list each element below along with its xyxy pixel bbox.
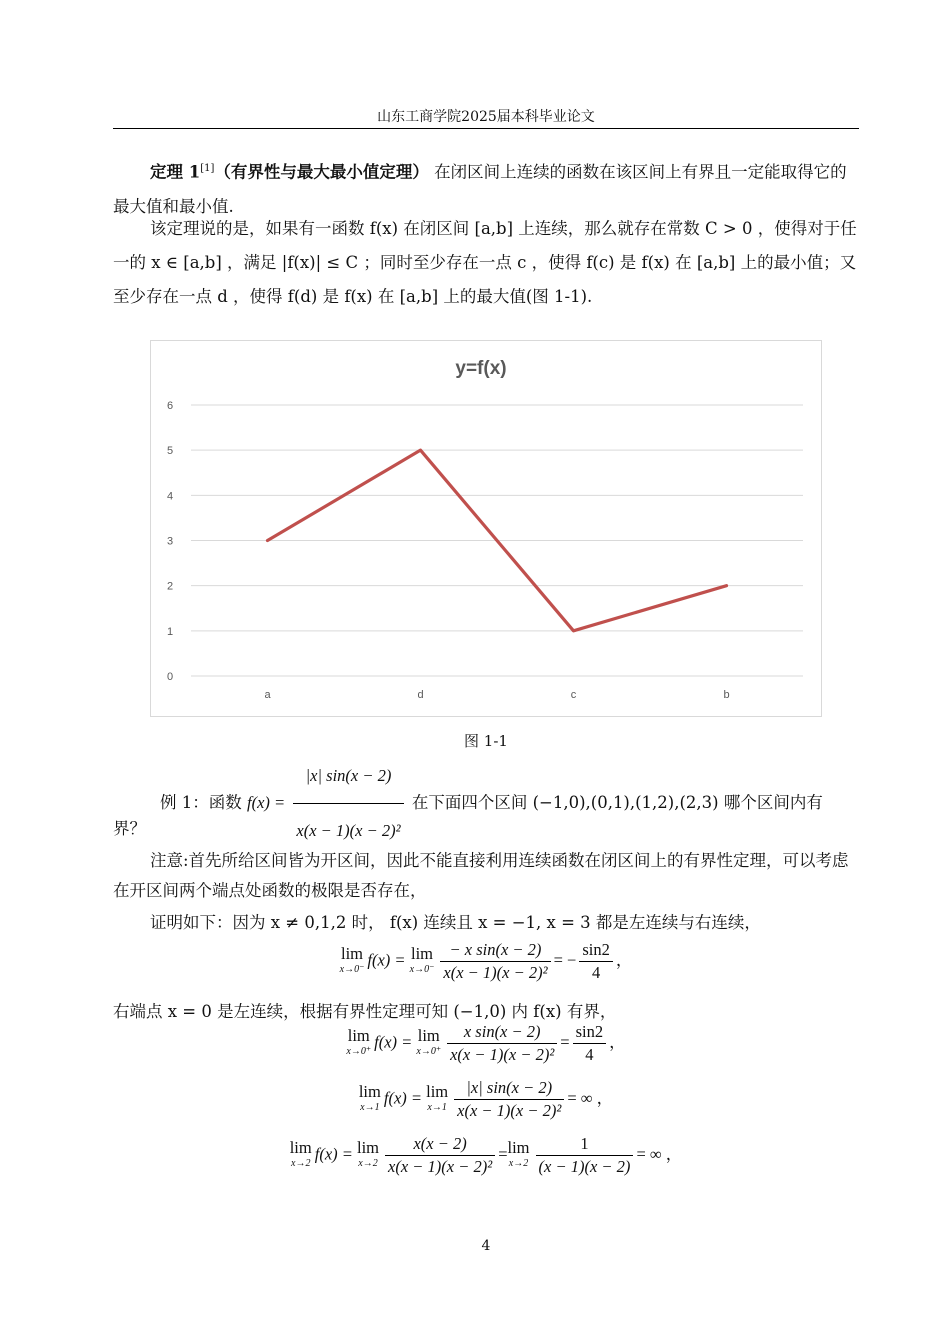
lim: lim [358, 1081, 381, 1101]
theorem-title: 定理 1 [150, 162, 201, 182]
example-lhs: f(x) = [247, 793, 286, 812]
numerator: sin2 [579, 940, 613, 962]
lim: lim [341, 943, 364, 963]
y-tick-label: 3 [166, 535, 174, 548]
y-tick-label: 4 [166, 490, 174, 503]
numerator: − x sin(x − 2) [440, 940, 550, 962]
equation-2 [113, 1022, 859, 1065]
x-tick-label: b [723, 689, 730, 701]
equation-4 [113, 1134, 859, 1177]
denominator: 4 [585, 1045, 594, 1064]
y-tick-label: 5 [166, 445, 174, 458]
lim-sub: x→0⁺ [346, 1045, 372, 1057]
numerator: sin2 [573, 1022, 607, 1044]
punct: ， [609, 1032, 626, 1052]
y-tick-label: 6 [166, 400, 174, 412]
lim: lim [417, 1025, 440, 1045]
equation-1 [113, 940, 859, 983]
lim-sub: x→0⁻ [339, 963, 365, 975]
header-rule [113, 128, 859, 129]
denominator: x(x − 1)(x − 2)² [443, 963, 548, 982]
figure-caption: 图 1-1 [464, 732, 508, 750]
equals: = − [553, 950, 577, 970]
explanation-paragraph: 该定理说的是，如果有一函数 f(x) 在闭区间 [a,b] 上连续，那么就存在常数 C > 0 ，使得对于任一的 x ∈ [a,b] ，满足 |f(x)| ≤ C ；同时至少存在一点 c ，使得 f(c) 是 f(x) 在 [a,b] 上的最小值；又至少存在一点 d ，使得 f(d) 是 f(x) 在 [a,b] 上的最大值(图 1-1). [113, 219, 857, 306]
lim-sub: x→1 [427, 1101, 447, 1113]
lim-sub: x→0⁻ [409, 963, 435, 975]
lim-sub: x→2 [358, 1157, 378, 1169]
lim: lim [347, 1025, 370, 1045]
numerator: x sin(x − 2) [447, 1022, 557, 1044]
equation-3 [113, 1078, 859, 1121]
x-tick-label: d [417, 689, 424, 701]
denominator: 4 [591, 963, 601, 982]
lim: lim [411, 943, 434, 963]
lhs: f(x) = [374, 1032, 417, 1052]
result: = ∞ ， [636, 1144, 683, 1164]
lim-sub: x→0⁺ [416, 1045, 442, 1057]
line-chart [151, 341, 821, 716]
theorem-name: （有界性与最大最小值定理） [214, 162, 429, 182]
fraction-numerator: |x| sin(x − 2) [293, 750, 403, 804]
result: = ∞ ， [567, 1088, 614, 1108]
citation-ref[interactable]: [1] [200, 163, 215, 174]
numerator: x(x − 2) [385, 1134, 495, 1156]
x-tick-label: c [570, 689, 577, 701]
example-label: 例 1：函数 [160, 793, 242, 812]
denominator: (x − 1)(x − 2) [538, 1157, 631, 1176]
figure-1-1-chart [150, 340, 822, 717]
equals: = [498, 1144, 508, 1164]
numerator: |x| sin(x − 2) [454, 1078, 564, 1100]
chart-title: y=f(x) [455, 358, 507, 379]
proof-intro: 证明如下：因为 x ≠ 0,1,2 时， f(x) 连续且 x = −1, x = 3 都是左连续与右连续， [150, 913, 761, 932]
right-endpoint-text: 右端点 x = 0 是左连续，根据有界性定理可知 (−1,0) 内 f(x) 有界， [113, 1002, 617, 1021]
denominator: x(x − 1)(x − 2)² [388, 1157, 493, 1176]
denominator: x(x − 1)(x − 2)² [457, 1101, 562, 1120]
page-number: 4 [481, 1238, 491, 1254]
y-tick-label: 0 [166, 671, 174, 683]
punct: ， [615, 950, 633, 970]
running-header: 山东工商学院2025届本科毕业论文 [377, 109, 595, 125]
lhs: f(x) = [383, 1088, 427, 1108]
lim-sub: x→2 [508, 1157, 529, 1169]
equals: = [560, 1032, 570, 1052]
lim-sub: x→2 [291, 1157, 311, 1169]
lhs: f(x) = [367, 950, 410, 970]
lim: lim [357, 1137, 380, 1157]
y-tick-label: 2 [166, 580, 174, 593]
lim: lim [426, 1081, 449, 1101]
fraction-denominator: x(x − 1)(x − 2)² [296, 821, 401, 840]
lim-sub: x→1 [360, 1101, 380, 1113]
lim: lim [289, 1137, 312, 1157]
theorem-body: 在闭区间上连续的函数在该区间上有界且一定能取得它的最大值和最小值. [113, 162, 847, 216]
y-tick-label: 1 [166, 625, 174, 638]
numerator: 1 [536, 1134, 634, 1156]
x-tick-label: a [264, 689, 271, 701]
denominator: x(x − 1)(x − 2)² [450, 1045, 555, 1064]
lim: lim [507, 1137, 530, 1157]
lhs: f(x) = [314, 1144, 358, 1164]
example-rest: 在下面四个区间 (−1,0),(0,1),(1,2),(2,3) 哪个区间内有 [411, 793, 823, 812]
example-wrap: 界？ [113, 819, 146, 838]
note-paragraph: 注意:首先所给区间皆为开区间，因此不能直接利用连续函数在闭区间上的有界性定理，可以考虑在开区间两个端点处函数的极限是否存在， [113, 851, 849, 900]
